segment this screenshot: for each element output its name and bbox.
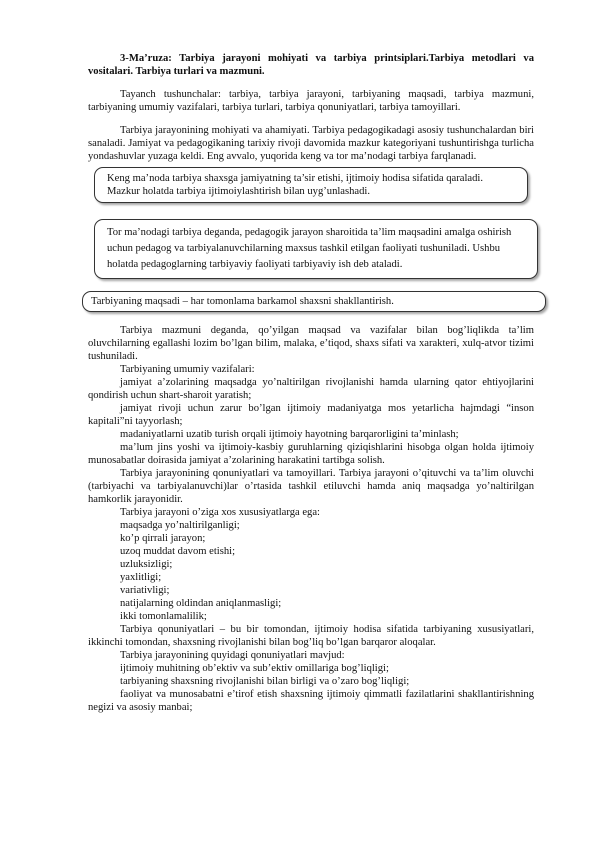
- body-line: uzoq muddat davom etishi;: [120, 546, 236, 557]
- body-line: Tarbiyaning umumiy vazifalari:: [120, 364, 255, 375]
- body-line: ikki tomonlamalilik;: [120, 611, 207, 622]
- narrow-meaning-text: Tor ma’nodagi tarbiya deganda, pedagogik jarayon sharoitida ta’lim maqsadini amalga oshirish uchun pedagog va tarbiyalanuvchilarning maxsus tashkil etilgan faoliyati tushuniladi. Ushbu holatda pedagoglarning tarbiyaviy faoliyati tarbiyaviy ish deb ataladi.: [107, 227, 512, 270]
- broad-meaning-box: [94, 167, 528, 203]
- lecture-title: 3-Ma’ruza: Tarbiya jarayoni mohiyati va tarbiya printsiplari.Tarbiya metodlari va vositalari. Tarbiya turlari va mazmuni.: [88, 53, 534, 77]
- body-line: maqsadga yo’naltirilganligi;: [120, 520, 240, 531]
- body-line: uzluksizligi;: [120, 559, 173, 570]
- goal-text: Tarbiyaning maqsadi – har tomonlama barkamol shaxsni shakllantirish.: [91, 296, 394, 307]
- body-line: natijalarning oldindan aniqlanmasligi;: [120, 598, 282, 609]
- body-line: faoliyat va munosabatni e’tirof etish shaxsning ijtimoiy qimmatli fazilatlarini shakllantirishning negizi va asosiy manbai;: [88, 689, 534, 713]
- goal-box: [82, 291, 546, 312]
- body-line: Tarbiya mazmuni deganda, qo’yilgan maqsad va vazifalar bilan bog’liqlikda ta’lim oluvchilarning egallashi lozim bo’lgan bilim, malaka, e’tiqod, shaxs sifati va xarakteri, xulq-atvor tizimi tushuniladi.: [88, 325, 534, 362]
- body-line: ijtimoiy muhitning ob’ektiv va sub’ektiv omillariga bog’liqligi;: [120, 663, 389, 674]
- body-line: ma’lum jins yoshi va ijtimoiy-kasbiy guruhlarning qiziqishlarini hisobga olgan holda ijtimoiy munosabatlar doirasida jamiyat a’zolarining harakatini tartibga solish.: [88, 442, 534, 466]
- body-line: Tarbiya qonuniyatlari – bu bir tomondan, ijtimoiy hodisa sifatida tarbiyaning xususiyatlari, ikkinchi tomondan, shaxsning rivojlanishi bilan bog’liq bo’lgan barqaror aloqalar.: [88, 624, 534, 648]
- broad-meaning-text: Keng ma’noda tarbiya shaxsga jamiyatning ta’sir etishi, ijtimoiy hodisa sifatida qaraladi. Mazkur holatda tarbiya ijtimoiylashtirish bilan uyg’unlashadi.: [107, 173, 483, 197]
- essence-paragraph: Tarbiya jarayonining mohiyati va ahamiyati. Tarbiya pedagogikadagi asosiy tushunchalardan biri sanaladi. Jamiyat va pedagogikaning tarixiy rivoji davomida mazkur kategoriyani tushuntirishga turlicha yondashuvlar yuzaga keldi. Eng avvalo, yuqorida keng va tor ma’nodagi tarbiya farqlanadi.: [88, 125, 534, 162]
- body-line: Tarbiya jarayonining quyidagi qonuniyatlari mavjud:: [120, 650, 345, 661]
- body-text: [88, 324, 534, 714]
- narrow-meaning-box: [94, 219, 538, 279]
- body-line: Tarbiya jarayonining qonuniyatlari va tamoyillari. Tarbiya jarayoni o’qituvchi va ta’lim oluvchi (tarbiyachi va tarbiyalanuvchi)lar o’rtasida tashkil etiluvchi hamda aniq maqsadga yo’naltirilgan hamkorlik jarayonidir.: [88, 468, 534, 505]
- body-line: jamiyat a’zolarining maqsadga yo’naltirilgan rivojlanishi hamda ularning qator ehtiyojlarini qondirish uchun shart-sharoit yaratish;: [88, 377, 534, 401]
- body-line: Tarbiya jarayoni o’ziga xos xususiyatlarga ega:: [120, 507, 320, 518]
- body-line: yaxlitligi;: [120, 572, 162, 583]
- body-line: ko’p qirrali jarayon;: [120, 533, 206, 544]
- body-line: tarbiyaning shaxsning rivojlanishi bilan birligi va o’zaro bog’liqligi;: [120, 676, 410, 687]
- body-line: jamiyat rivoji uchun zarur bo’lgan ijtimoiy madaniyatga mos yetarlicha hajmdagi “inson kapitali”ni tayyorlash;: [88, 403, 534, 427]
- body-line: variativligi;: [120, 585, 170, 596]
- key-concepts-paragraph: Tayanch tushunchalar: tarbiya, tarbiya jarayoni, tarbiyaning maqsadi, tarbiya mazmuni, tarbiyaning umumiy vazifalari, tarbiya turlari, tarbiya qonuniyatlari, tarbiya tamoyillari.: [88, 89, 534, 113]
- body-line: madaniyatlarni uzatib turish orqali ijtimoiy hayotning barqarorligini ta’minlash;: [120, 429, 459, 440]
